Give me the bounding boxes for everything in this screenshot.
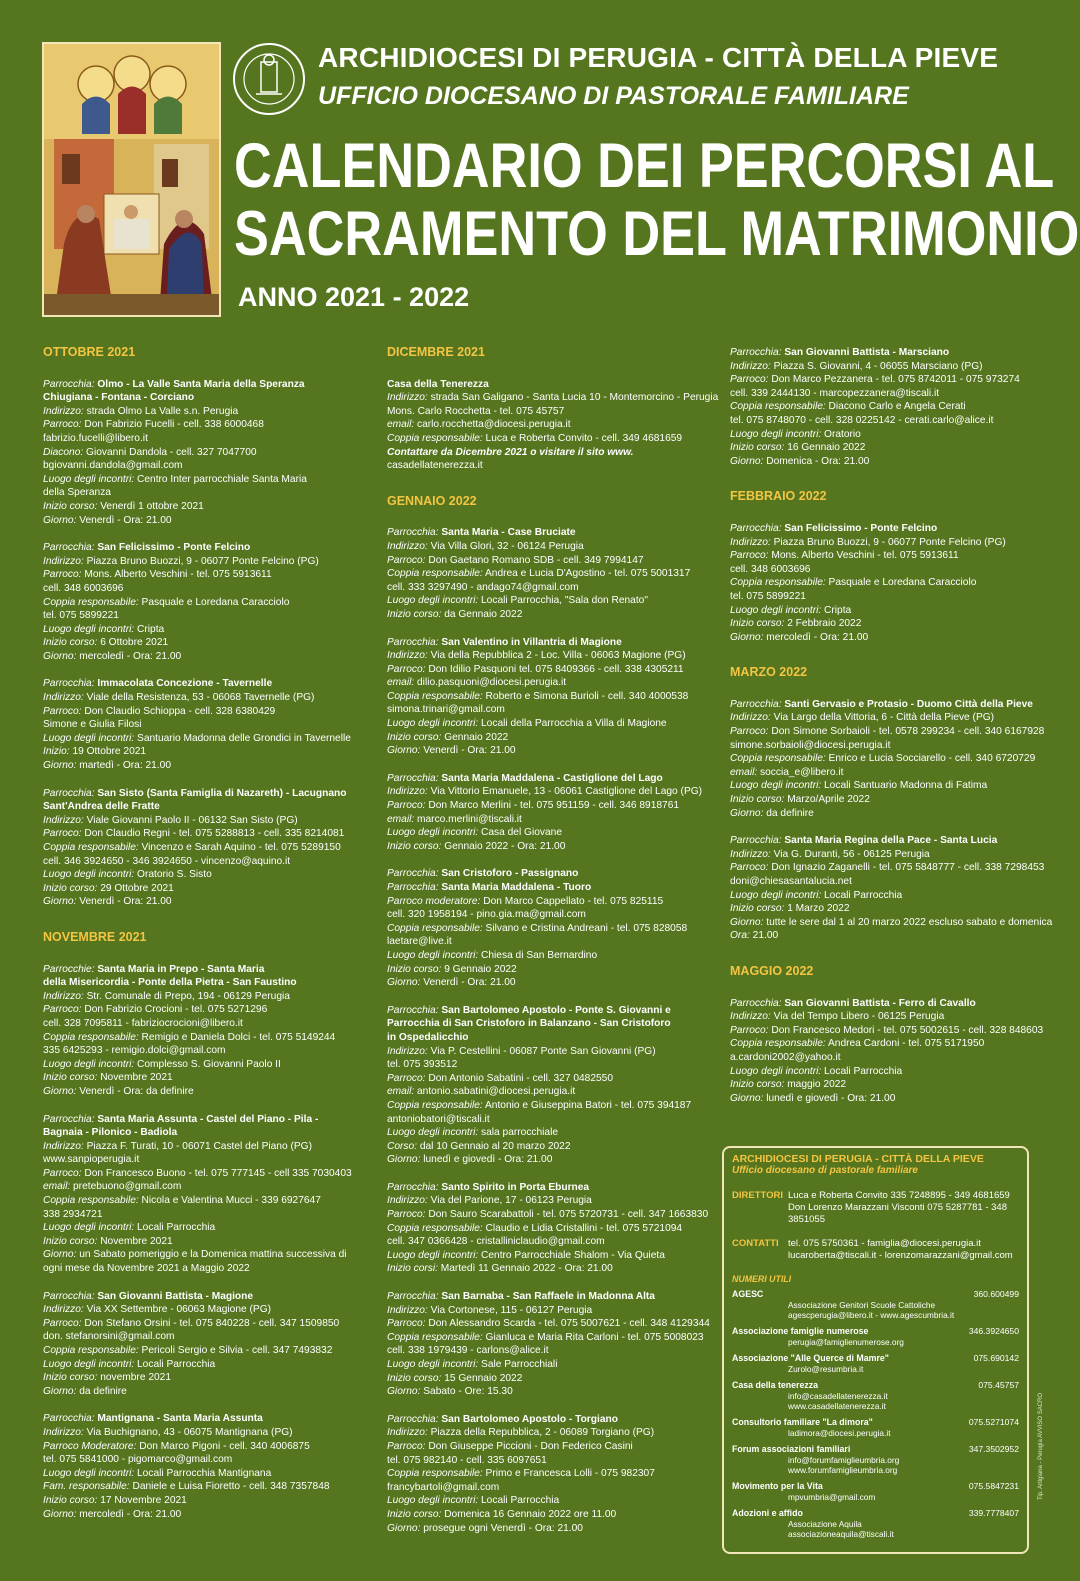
numeri-item-info	[732, 1289, 974, 1320]
diocese-name: ARCHIDIOCESI DI PERUGIA - CITTÀ DELLA PIEVE	[318, 42, 999, 73]
numeri-item-info	[732, 1508, 969, 1539]
entry-line: Parrocchia: Olmo - La Valle Santa Maria della Speranza	[43, 378, 305, 390]
entry-line: Coppia responsabile: Gianluca e Maria Rita Carloni - tel. 075 5008023	[387, 1331, 704, 1343]
numeri-item-name: Movimento per la Vita	[732, 1481, 823, 1491]
numeri-item-detail: Zurolo@resumbria.it	[788, 1364, 864, 1374]
entry-line: Parrocchie: Santa Maria in Prepo - Santa Maria	[43, 963, 265, 975]
entry-line: Chiugiana - Fontana - Corciano	[43, 392, 195, 404]
entry-line: Indirizzo: Via Cortonese, 115 - 06127 Perugia	[387, 1304, 593, 1316]
entry-line: email: carlo.rocchetta@diocesi.perugia.it	[387, 419, 571, 431]
entry-line: Inizio corso: Venerdì 1 ottobre 2021	[43, 500, 204, 512]
entry-line: Parroco: Don Stefano Orsini - tel. 075 840228 - cell. 347 1509850	[43, 1317, 340, 1329]
parish-entry	[387, 1413, 692, 1535]
entry-line: Mons. Carlo Rocchetta - tel. 075 45757	[387, 405, 565, 417]
numeri-item	[732, 1508, 1019, 1539]
entry-line: Giorno: martedì - Ora: 21.00	[43, 760, 171, 772]
entry-line: Inizio corso: 17 Novembre 2021	[43, 1494, 187, 1506]
entry-line: Luogo degli incontri: Locali Parrocchia	[43, 1222, 216, 1234]
entry-line: Giorno: Sabato - Ore: 15.30	[387, 1386, 513, 1398]
entry-line: Parrocchia: San Felicissimo - Ponte Felcino	[730, 522, 938, 534]
numeri-item-name: AGESC	[732, 1289, 764, 1299]
entry-line: simone.sorbaioli@diocesi.perugia.it	[730, 739, 891, 751]
entry-line: email: soccia_e@libero.it	[730, 766, 844, 778]
contatti-line-2: lucaroberta@tiscali.it - lorenzomarazzani@gmail.com	[788, 1250, 1013, 1261]
numeri-item-detail: agescperugia@libero.it - www.agescumbria.it	[788, 1310, 955, 1320]
entry-line: Luogo degli incontri: Sale Parrocchiali	[387, 1359, 558, 1370]
entry-line: Inizio corso: 6 Ottobre 2021	[43, 637, 169, 649]
numeri-utili-title: NUMERI UTILI	[732, 1274, 792, 1284]
entry-line: Parrocchia: San Giovanni Battista - Magione	[43, 1290, 254, 1302]
entry-line: Indirizzo: Via Largo della Vittoria, 6 - Città della Pieve (PG)	[730, 712, 995, 724]
parish-entry	[730, 522, 1030, 644]
entry-line: Inizio corso: Marzo/Aprile 2022	[730, 794, 870, 806]
entry-line: Inizio: 19 Ottobre 2021	[43, 746, 147, 758]
entry-line: Parrocchia: San Felicissimo - Ponte Felcino	[43, 542, 251, 554]
month-heading: DICEMBRE 2021	[387, 345, 485, 359]
entry-line: Coppia responsabile: Roberto e Simona Burioli - cell. 340 4000538	[387, 690, 689, 702]
contatti-line-1: tel. 075 5750361 - famiglia@diocesi.perugia.it	[788, 1238, 981, 1249]
entry-line: Parroco: Don Fabrizio Fucelli - cell. 338 6000468	[43, 419, 264, 431]
entry-line: Luogo degli incontri: Cripta	[43, 623, 165, 635]
entry-line: Giorno: Venerdì - Ora: 21.00	[43, 896, 172, 908]
entry-line: Parrocchia: Santo Spirito in Porta Eburnea	[387, 1181, 590, 1193]
entry-line: francybartoli@gmail.com	[387, 1481, 500, 1493]
parish-entry	[730, 834, 1053, 943]
entry-line: Coppia responsabile: Silvano e Cristina Andreani - tel. 075 828058	[387, 922, 688, 934]
entry-line: cell. 348 6003696	[730, 563, 811, 575]
office-name: UFFICIO DIOCESANO DI PASTORALE FAMILIARE	[318, 82, 909, 110]
entry-line: fabrizio.fucelli@libero.it	[43, 432, 148, 444]
entry-line: Inizio corso: da Gennaio 2022	[387, 608, 523, 620]
entry-line: Indirizzo: Via G. Duranti, 56 - 06125 Perugia	[730, 848, 930, 860]
entry-line: Inizio corso: Domenica 16 Gennaio 2022 ore 11.00	[387, 1508, 617, 1520]
entry-line: Inizio corso: 29 Ottobre 2021	[43, 882, 174, 894]
numeri-item	[732, 1380, 1019, 1411]
entry-line: laetare@live.it	[387, 936, 452, 948]
parish-entry	[387, 378, 719, 473]
entry-line: 338 2934721	[43, 1208, 103, 1220]
entry-line: Indirizzo: Via Villa Glori, 32 - 06124 Perugia	[387, 540, 584, 552]
numeri-item-phone: 360.600499	[973, 1289, 1019, 1299]
entry-line: cell. 347 0366428 - cristalliniclaudio@gmail.com	[387, 1236, 605, 1248]
entry-line: Coppia responsabile: Enrico e Lucia Socciarello - cell. 340 6720729	[730, 753, 1036, 765]
numeri-item-phone: 075.45757	[978, 1380, 1019, 1390]
numeri-item-phone: 075.5847231	[968, 1481, 1019, 1491]
numeri-item	[732, 1417, 1019, 1438]
numeri-item-info	[732, 1353, 974, 1374]
direttori-row	[732, 1190, 1019, 1226]
parish-entry	[43, 541, 346, 663]
entry-line: cell. 348 6003696	[43, 582, 124, 594]
entry-line: Corso: dal 10 Gennaio al 20 marzo 2022	[387, 1140, 571, 1152]
entry-line: cell. 338 1979439 - carlons@alice.it	[387, 1345, 549, 1357]
entry-line: Coppia responsabile: Andrea Cardoni - tel. 075 5171950	[730, 1038, 985, 1050]
printer-credit: Tip. Artigiana - Perugia AVVISO SACRO	[1038, 1392, 1044, 1500]
numeri-item-phone: 075.690142	[973, 1353, 1019, 1363]
numeri-item-phone: 347.3502952	[968, 1444, 1019, 1454]
entry-line: Luogo degli incontri: Oratorio	[730, 428, 861, 440]
entry-line: Diacono: Giovanni Dandola - cell. 327 7047700	[43, 446, 257, 458]
entry-line: Luogo degli incontri: sala parrocchiale	[387, 1127, 559, 1139]
entry-line: Parroco: Don Claudio Schioppa - cell. 328 6380429	[43, 705, 276, 717]
entry-line: Luogo degli incontri: Oratorio S. Sisto	[43, 869, 212, 881]
entry-line: Fam. responsabile: Daniele e Luisa Fioretto - cell. 348 7357848	[43, 1481, 330, 1493]
entry-line: Luogo degli incontri: Locali Parrocchia	[730, 889, 903, 901]
numeri-item-info	[732, 1417, 969, 1438]
entry-line: Parrocchia: Santa Maria Maddalena - Tuoro	[387, 882, 592, 893]
entry-line: a.cardoni2002@yahoo.it	[730, 1051, 841, 1063]
column-2	[387, 345, 719, 1549]
column-3	[730, 346, 1053, 1119]
entry-line: Indirizzo: Viale Giovanni Paolo II - 06132 San Sisto (PG)	[43, 814, 298, 826]
parish-entry	[43, 1412, 346, 1521]
entry-line: Coppia responsabile: Claudio e Lidia Cristallini - tel. 075 5721094	[387, 1222, 683, 1234]
entry-line: Inizio corso: 1 Marzo 2022	[730, 903, 850, 915]
parish-entry	[387, 1290, 710, 1399]
entry-line: Inizio corso: 16 Gennaio 2022	[730, 442, 866, 454]
entry-line: Parrocchia di San Cristoforo in Balanzano - San Cristoforo	[387, 1018, 671, 1030]
entry-line: Indirizzo: Via Vittorio Emanuele, 13 - 06061 Castiglione del Lago (PG)	[387, 786, 703, 798]
entry-line: Inizio corso: novembre 2021	[43, 1372, 171, 1384]
entry-line: Luogo degli incontri: Centro Parrocchiale Shalom - Via Quieta	[387, 1249, 665, 1261]
numeri-item-detail: info@forumfamiglieumbria.org	[788, 1455, 900, 1465]
numeri-item	[732, 1353, 1019, 1374]
entry-line: Casa della Tenerezza	[387, 378, 489, 390]
numeri-item-info	[732, 1380, 978, 1411]
numeri-item-detail: associazioneaquila@tiscali.it	[788, 1529, 894, 1539]
entry-line: della Speranza	[43, 487, 111, 499]
entry-line: Coppia responsabile: Primo e Francesca Lolli - 075 982307	[387, 1468, 655, 1480]
entry-line: Coppia responsabile: Pasquale e Loredana Caracciolo	[43, 596, 290, 608]
entry-line: Parroco: Mons. Alberto Veschini - tel. 075 5913611	[730, 550, 959, 562]
entry-line: Luogo degli incontri: Casa del Giovane	[387, 827, 563, 839]
entry-line: cell. 328 7095811 - fabriziocrocioni@libero.it	[43, 1017, 243, 1029]
entry-line: Indirizzo: Via XX Settembre - 06063 Magione (PG)	[43, 1304, 272, 1316]
entry-line: Luogo degli incontri: Santuario Madonna delle Grondici in Tavernelle	[43, 732, 351, 744]
entry-line: 335 6425293 - remigio.dolci@gmail.com	[43, 1045, 226, 1057]
entry-line: Luogo degli incontri: Locali Parrocchia	[730, 1065, 903, 1077]
entry-line: cell. 333 3297490 - andago74@gmail.com	[387, 581, 579, 593]
entry-line: Coppia responsabile: Nicola e Valentina Mucci - 339 6927647	[43, 1195, 321, 1207]
entry-line: Giorno: tutte le sere dal 1 al 20 marzo 2022 escluso sabato e domenica	[730, 916, 1053, 928]
entry-line: ogni mese da Novembre 2021 a Maggio 2022	[43, 1263, 250, 1275]
entry-line: www.sanpioperugia.it	[43, 1154, 140, 1166]
numeri-item-detail: www.casadellatenerezza.it	[788, 1401, 886, 1411]
entry-line: Parroco: Don Fabrizio Crocioni - tel. 075 5271296	[43, 1004, 268, 1016]
entry-line: Coppia responsabile: Luca e Roberta Convito - cell. 349 4681659	[387, 432, 683, 444]
entry-line: Giorno: prosegue ogni Venerdì - Ora: 21.00	[387, 1522, 583, 1534]
diocese-seal-logo	[232, 42, 306, 116]
entry-line: Parrocchia: San Sisto (Santa Famiglia di Nazareth) - Lacugnano	[43, 787, 347, 799]
entry-line: Luogo degli incontri: Centro Inter parrocchiale Santa Maria	[43, 473, 307, 485]
entry-line: Indirizzo: Via P. Cestellini - 06087 Ponte San Giovanni (PG)	[387, 1045, 656, 1057]
entry-line: Bagnaia - Pilonico - Badiola	[43, 1127, 178, 1139]
entry-line: tel. 075 393512	[387, 1059, 458, 1071]
numeri-item-name: Casa della tenerezza	[732, 1380, 819, 1390]
entry-line: Parrocchia: San Bartolomeo Apostolo - Torgiano	[387, 1413, 618, 1425]
numeri-item-name: Associazione famiglie numerose	[732, 1326, 869, 1336]
numeri-item-phone: 075.5271074	[968, 1417, 1019, 1427]
entry-line: Luogo degli incontri: Locali della Parrocchia a Villa di Magione	[387, 718, 667, 730]
entry-line: Coppia responsabile: Andrea e Lucia D'Agostino - tel. 075 5001317	[387, 568, 691, 580]
entry-line: Luogo degli incontri: Locali Parrocchia	[387, 1495, 560, 1507]
numeri-utili-list	[732, 1289, 1019, 1539]
entry-line: Parrocchia: San Valentino in Villantria di Magione	[387, 636, 622, 648]
entry-line: Indirizzo: Via Buchignano, 43 - 06075 Mantignana (PG)	[43, 1426, 293, 1438]
parish-entry	[43, 787, 346, 909]
numeri-item-detail: ladimora@diocesi.perugia.it	[788, 1428, 891, 1438]
entry-line: cell. 320 1958194 - pino.gia.ma@gmail.com	[387, 909, 586, 921]
parish-entry	[43, 1290, 346, 1399]
entry-line: Parroco: Don Alessandro Scarda - tel. 075 5007621 - cell. 348 4129344	[387, 1318, 710, 1330]
entry-line: Parroco moderatore: Don Marco Cappellato - tel. 075 825115	[387, 895, 664, 907]
numeri-item	[732, 1326, 1019, 1347]
entry-line: Indirizzo: Piazza S. Giovanni, 4 - 06055 Marsciano (PG)	[730, 360, 983, 372]
entry-line: Parrocchia: San Bartolomeo Apostolo - Ponte S. Giovanni e	[387, 1004, 671, 1016]
entry-line: Luogo degli incontri: Locali Parrocchia, "Sala don Renato"	[387, 595, 648, 607]
entry-line: Giorno: mercoledì - Ora: 21.00	[730, 631, 869, 643]
entry-line: Inizio corsi: Martedì 11 Gennaio 2022 - Ora: 21.00	[387, 1263, 613, 1275]
entry-line: email: pretebuono@gmail.com	[43, 1181, 182, 1193]
parish-entry	[43, 378, 346, 528]
entry-line: Parroco: Don Francesco Buono - tel. 075 777145 - cell 335 7030403	[43, 1167, 352, 1179]
entry-line: Coppia responsabile: Pericoli Sergio e Silvia - cell. 347 7493832	[43, 1345, 333, 1356]
entry-line: tel. 075 5841000 - pigomarco@gmail.com	[43, 1454, 233, 1466]
entry-line: simona.trinari@gmail.com	[387, 704, 505, 716]
entry-line: Parrocchia: Santi Gervasio e Protasio - Duomo Città della Pieve	[730, 698, 1033, 710]
entry-line: Indirizzo: Piazza della Repubblica, 2 - 06089 Torgiano (PG)	[387, 1427, 655, 1439]
numeri-item-detail: Associazione Genitori Scuole Cattoliche	[788, 1300, 936, 1310]
numeri-item	[732, 1444, 1019, 1475]
numeri-item-name: Associazione "Alle Querce di Mamre"	[732, 1353, 889, 1363]
parish-entry	[387, 772, 703, 854]
holy-family-icon	[44, 44, 219, 315]
entry-line: Parroco: Mons. Alberto Veschini - tel. 075 5913611	[43, 569, 272, 581]
entry-line: Parrocchia: Santa Maria Maddalena - Castiglione del Lago	[387, 772, 663, 784]
entry-line: Parrocchia: San Barnaba - San Raffaele in Madonna Alta	[387, 1291, 655, 1303]
numeri-item-phone: 339.7778407	[968, 1508, 1019, 1518]
icon-image	[42, 42, 221, 317]
entry-line: don. stefanorsini@gmail.com	[43, 1331, 175, 1343]
entry-line: Parroco: Don Simone Sorbaioli - tel. 0578 299234 - cell. 340 6167928	[730, 726, 1045, 738]
parish-entry	[387, 636, 692, 758]
parish-entry	[387, 1181, 709, 1276]
entry-line: Parroco: Don Antonio Sabatini - cell. 327 0482550	[387, 1072, 613, 1084]
parish-entry	[43, 1113, 352, 1276]
entry-line: Luogo degli incontri: Locali Santuario Madonna di Fatima	[730, 780, 988, 792]
entry-line: Indirizzo: strada Olmo La Valle s.n. Perugia	[43, 405, 239, 417]
numeri-item-name: Forum associazioni familiari	[732, 1444, 851, 1454]
entry-line: Parroco: Don Ignazio Zaganelli - tel. 075 5848777 - cell. 338 7298453	[730, 862, 1045, 874]
entry-line: Parrocchia: Immacolata Concezione - Tavernelle	[43, 678, 273, 690]
entry-line: Parroco: Don Giuseppe Piccioni - Don Federico Casini	[387, 1440, 633, 1452]
entry-line: bgiovanni.dandola@gmail.com	[43, 460, 183, 472]
numeri-item	[732, 1289, 1019, 1320]
entry-line: Coppia responsabile: Diacono Carlo e Angela Cerati	[730, 401, 966, 413]
entry-line: Indirizzo: Str. Comunale di Prepo, 194 - 06129 Perugia	[43, 990, 290, 1002]
entry-line: casadellatenerezza.it	[387, 460, 483, 472]
entry-line: email: marco.merlini@tiscali.it	[387, 813, 522, 825]
month-heading: OTTOBRE 2021	[43, 345, 136, 359]
entry-line: Parroco: Don Francesco Medori - tel. 075 5002615 - cell. 328 848603	[730, 1024, 1044, 1036]
entry-line: Giorno: lunedì e giovedì - Ora: 21.00	[387, 1154, 553, 1166]
entry-line: Parroco: Don Idilio Pasquoni tel. 075 8409366 - cell. 338 4305211	[387, 663, 684, 675]
entry-line: Giorno: Venerdì - Ora: da definire	[43, 1085, 194, 1097]
entry-line: tel. 075 5899221	[43, 610, 119, 622]
numeri-item-info	[732, 1326, 969, 1347]
direttori-label: DIRETTORI	[732, 1190, 784, 1201]
entry-line: Luogo degli incontri: Chiesa di San Bernardino	[387, 949, 598, 961]
entry-line: Inizio corso: Gennaio 2022 - Ora: 21.00	[387, 840, 566, 852]
page-title	[234, 132, 1079, 268]
month-heading: FEBBRAIO 2022	[730, 489, 827, 504]
entry-line: della Misericordia - Ponte della Pietra - San Faustino	[43, 977, 297, 989]
contatti-row	[732, 1238, 1019, 1262]
entry-line: Giorno: Venerdì - Ora: 21.00	[43, 514, 172, 526]
entry-line: Indirizzo: Via della Repubblica 2 - Loc. Villa - 06063 Magione (PG)	[387, 650, 686, 662]
parish-entry	[387, 526, 692, 621]
box-title: ARCHIDIOCESI DI PERUGIA - CITTÀ DELLA PIEVE	[732, 1153, 984, 1165]
entry-line: Parroco: Don Sauro Scarabattoli - tel. 075 5720731 - cell. 347 1663830	[387, 1209, 709, 1221]
numeri-item-detail: perugia@famiglienumerose.org	[788, 1337, 904, 1347]
year-range: ANNO 2021 - 2022	[238, 282, 470, 312]
entry-line: Inizio corso: 15 Gennaio 2022	[387, 1372, 523, 1384]
entry-line: Parrocchia: San Giovanni Battista - Ferro di Cavallo	[730, 997, 976, 1009]
entry-line: Giorno: lunedì e giovedì - Ora: 21.00	[730, 1092, 896, 1104]
numeri-item-phone: 346.3924650	[968, 1326, 1019, 1336]
entry-line: Inizio corso: 2 Febbraio 2022	[730, 618, 862, 630]
numeri-item-detail: info@casadellatenerezza.it	[788, 1391, 888, 1401]
entry-line: Luogo degli incontri: Locali Parrocchia	[43, 1358, 216, 1370]
entry-line: Coppia responsabile: Pasquale e Loredana Caracciolo	[730, 577, 977, 589]
entry-line: Giorno: un Sabato pomeriggio e la Domenica mattina successiva di	[43, 1249, 347, 1261]
box-subtitle: Ufficio diocesano di pastorale familiare	[732, 1165, 918, 1176]
parish-entry	[730, 698, 1045, 820]
contact-box	[722, 1146, 1029, 1554]
entry-line: Inizio corso: Gennaio 2022	[387, 731, 509, 743]
entry-line: Parrocchia: Mantignana - Santa Maria Assunta	[43, 1413, 263, 1425]
entry-line: tel. 075 982140 - cell. 335 6097651	[387, 1454, 547, 1466]
entry-line: Giorno: da definire	[43, 1385, 127, 1397]
title-line-1: CALENDARIO DEI PERCORSI AL	[234, 131, 1055, 201]
entry-line: Inizio corso: Novembre 2021	[43, 1072, 173, 1084]
entry-line: Parrocchia: San Giovanni Battista - Marsciano	[730, 347, 950, 358]
entry-line: email: antonio.sabatini@diocesi.perugia.it	[387, 1086, 576, 1098]
entry-line: Coppia responsabile: Antonio e Giuseppina Batori - tel. 075 394187	[387, 1099, 692, 1111]
entry-line: Parroco: Don Marco Merlini - tel. 075 951159 - cell. 346 8918761	[387, 800, 680, 812]
entry-line: Giorno: mercoledì - Ora: 21.00	[43, 1508, 182, 1520]
entry-line: cell. 339 2444130 - marcopezzanera@tiscali.it	[730, 387, 940, 399]
parish-entry	[387, 1004, 692, 1167]
parish-entry	[730, 346, 1030, 468]
parish-entry	[730, 997, 1044, 1106]
entry-line: Giorno: Domenica - Ora: 21.00	[730, 455, 870, 467]
entry-line: email: dilio.pasquoni@diocesi.perugia.it	[387, 677, 567, 689]
entry-line: Coppia responsabile: Remigio e Daniela Dolci - tel. 075 5149244	[43, 1031, 336, 1043]
entry-line: Parrocchia: San Cristoforo - Passignano	[387, 868, 579, 880]
entry-line: Ora: 21.00	[730, 930, 779, 942]
contatti-label: CONTATTI	[732, 1238, 779, 1249]
entry-line: Coppia responsabile: Vincenzo e Sarah Aquino - tel. 075 5289150	[43, 842, 341, 853]
entry-line: Parroco: Don Claudio Regni - tel. 075 5288813 - cell. 335 8214081	[43, 828, 345, 840]
entry-line: Indirizzo: Piazza F. Turati, 10 - 06071 Castel del Piano (PG)	[43, 1140, 312, 1152]
direttori-line-2: Don Lorenzo Marazzani Visconti 075 5287781 - 348 3851055	[788, 1202, 1007, 1225]
entry-line: Parrocchia: Santa Maria - Case Bruciate	[387, 527, 576, 539]
entry-line: Giorno: da definire	[730, 807, 814, 819]
entry-line: Indirizzo: Via del Parione, 17 - 06123 Perugia	[387, 1195, 592, 1207]
parish-entry	[387, 867, 692, 989]
numeri-item-detail: www.forumfamiglieumbria.org	[788, 1465, 898, 1475]
month-heading: MARZO 2022	[730, 665, 808, 680]
numeri-item-detail: mpvumbria@gmail.com	[788, 1492, 876, 1502]
parish-entry	[43, 963, 346, 1099]
entry-line: Parroco Moderatore: Don Marco Pigoni - cell. 340 4006875	[43, 1440, 310, 1452]
direttori-line-1: Luca e Roberta Convito 335 7248895 - 349 4681659	[788, 1190, 1010, 1201]
entry-line: Inizio corso: 9 Gennaio 2022	[387, 963, 517, 975]
entry-line: Simone e Giulia Filosi	[43, 719, 142, 731]
parish-entry	[43, 677, 351, 772]
entry-line: Luogo degli incontri: Complesso S. Giovanni Paolo II	[43, 1058, 281, 1070]
entry-line: Indirizzo: Piazza Bruno Buozzi, 9 - 06077 Ponte Felcino (PG)	[43, 555, 319, 567]
numeri-item-info	[732, 1444, 969, 1475]
entry-line: tel. 075 5899221	[730, 590, 806, 602]
numeri-item-name: Adozioni e affido	[732, 1508, 803, 1518]
numeri-item-name: Consultorio familiare "La dimora"	[732, 1417, 873, 1427]
entry-line: Giorno: Venerdì - Ora: 21.00	[387, 745, 516, 757]
entry-line: Luogo degli incontri: Cripta	[730, 604, 852, 616]
entry-line: tel. 075 8748070 - cell. 328 0225142 - cerati.carlo@alice.it	[730, 414, 994, 426]
entry-line: Parrocchia: Santa Maria Regina della Pace - Santa Lucia	[730, 835, 998, 847]
title-line-2: SACRAMENTO DEL MATRIMONIO	[234, 199, 1080, 269]
numeri-item-detail: Associazione Aquila	[788, 1519, 862, 1529]
entry-line: Giorno: Venerdì - Ora: 21.00	[387, 977, 516, 989]
entry-line: in Ospedalicchio	[387, 1031, 469, 1043]
entry-line: Indirizzo: Piazza Bruno Buozzi, 9 - 06077 Ponte Felcino (PG)	[730, 536, 1006, 548]
entry-line: Giorno: mercoledì - Ora: 21.00	[43, 650, 182, 662]
month-heading: NOVEMBRE 2021	[43, 929, 147, 944]
month-heading: GENNAIO 2022	[387, 493, 477, 508]
entry-line: Parrocchia: Santa Maria Assunta - Castel del Piano - Pila -	[43, 1113, 319, 1125]
column-1	[43, 345, 352, 1535]
entry-line: Contattare da Dicembre 2021 o visitare il sito www.	[387, 446, 634, 458]
numeri-item	[732, 1481, 1019, 1502]
entry-line: Luogo degli incontri: Locali Parrocchia Mantignana	[43, 1467, 272, 1479]
entry-line: Inizio corso: Novembre 2021	[43, 1235, 173, 1247]
entry-line: Indirizzo: strada San Galigano - Santa Lucia 10 - Montemorcino - Perugia	[387, 392, 719, 404]
entry-line: Sant'Andrea delle Fratte	[43, 801, 160, 813]
entry-line: Indirizzo: Via del Tempo Libero - 06125 Perugia	[730, 1011, 945, 1023]
month-heading: MAGGIO 2022	[730, 963, 814, 978]
entry-line: doni@chiesasantalucia.net	[730, 876, 852, 887]
entry-line: cell. 346 3924650 - 346 3924650 - vincenzo@aquino.it	[43, 855, 291, 867]
entry-line: Parroco: Don Gaetano Romano SDB - cell. 349 7994147	[387, 554, 644, 566]
numeri-item-info	[732, 1481, 969, 1502]
entry-line: Parroco: Don Marco Pezzanera - tel. 075 8742011 - 075 973274	[730, 374, 1020, 386]
entry-line: Inizio corso: maggio 2022	[730, 1079, 847, 1091]
entry-line: antoniobatori@tiscali.it	[387, 1113, 490, 1125]
entry-line: Indirizzo: Viale della Resistenza, 53 - 06068 Tavernelle (PG)	[43, 692, 315, 704]
